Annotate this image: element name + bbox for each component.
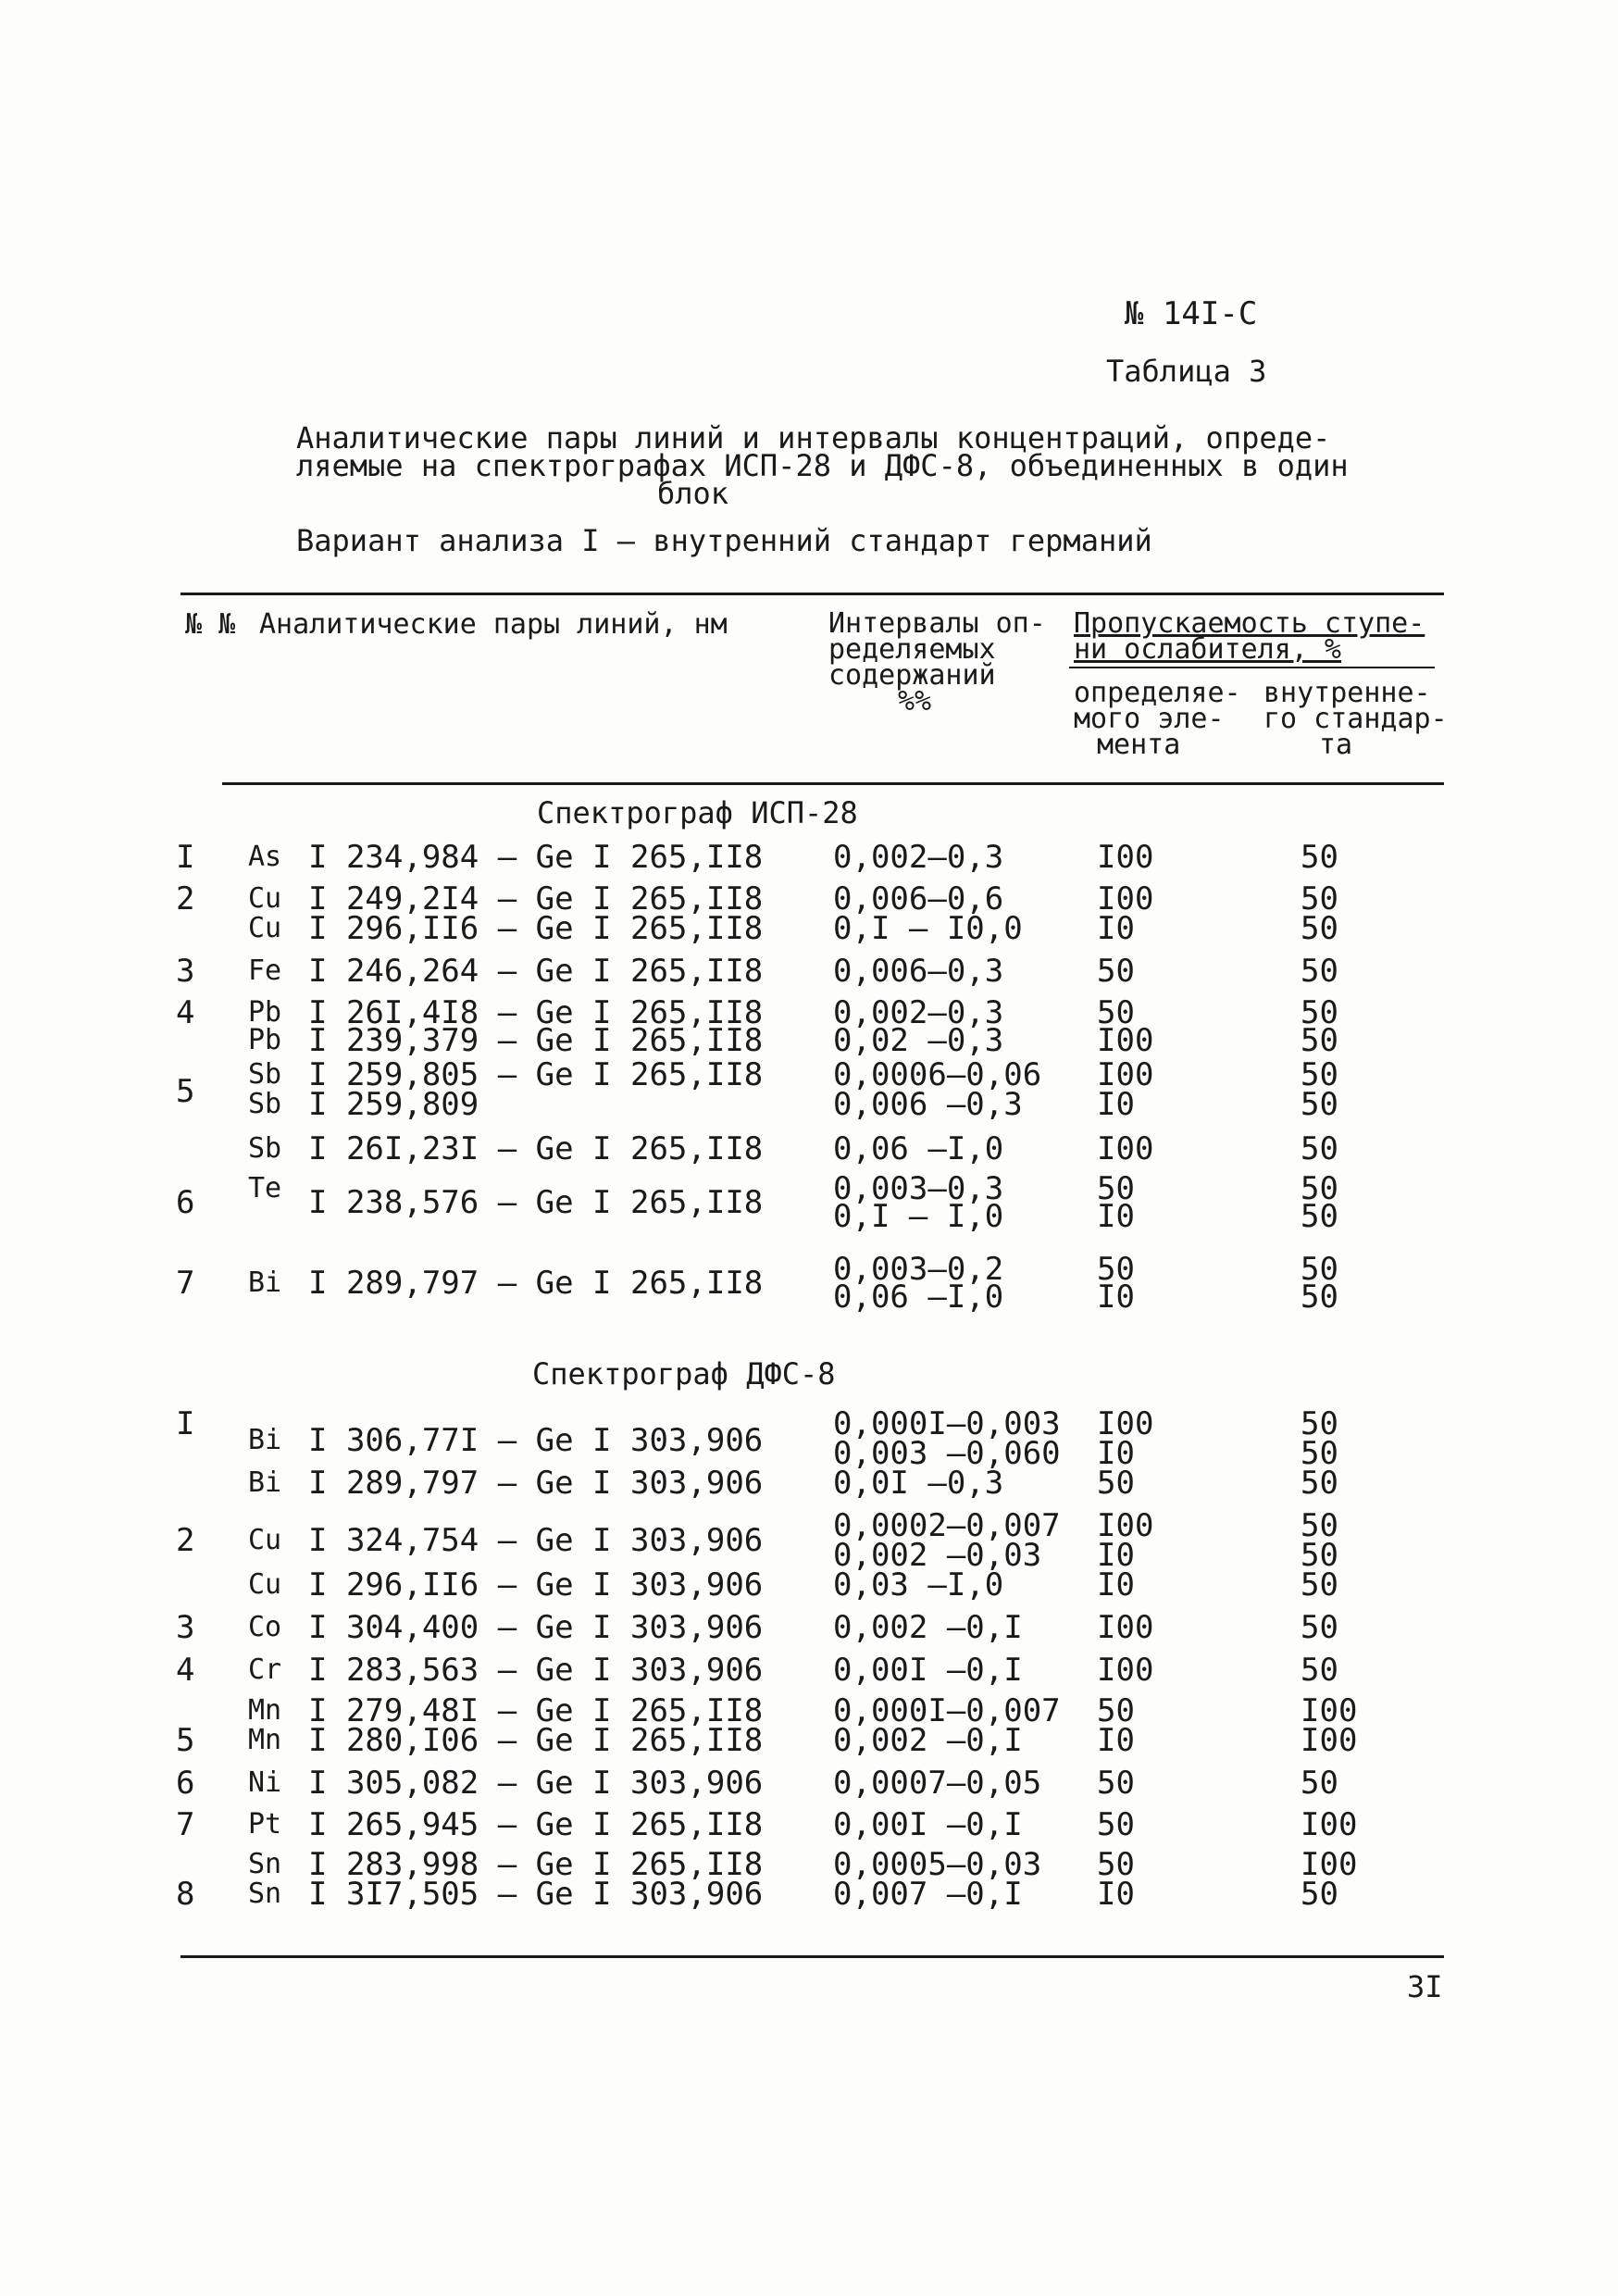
interval: 0,02 –0,3 [833, 1022, 1004, 1059]
transmission-det: 50 [1097, 1251, 1135, 1288]
transmission-std: 50 [1301, 1765, 1338, 1802]
interval: 0,I – I,0 [833, 1198, 1004, 1235]
header-line: внутренне- [1263, 677, 1431, 709]
header-line: мого эле- [1074, 703, 1225, 735]
transmission-det: I00 [1097, 1609, 1154, 1646]
transmission-det: 50 [1097, 1692, 1135, 1729]
transmission-std: 50 [1301, 1652, 1338, 1689]
row-number: I [176, 839, 195, 876]
line-pair: I 306,77I – Ge I 303,906 [308, 1422, 764, 1459]
page-number: 3I [1407, 1969, 1443, 2004]
line-pair: I 26I,4I8 – Ge I 265,II8 [308, 994, 764, 1031]
interval: 0,003–0,3 [833, 1170, 1004, 1207]
interval: 0,006 –0,3 [833, 1086, 1023, 1123]
transmission-std: 50 [1301, 1507, 1338, 1544]
transmission-det: I00 [1097, 1022, 1154, 1059]
header-line: определяе- [1074, 677, 1241, 709]
transmission-det: 50 [1097, 1765, 1135, 1802]
row-number: 7 [176, 1265, 195, 1302]
line-pair: I 296,II6 – Ge I 303,906 [308, 1566, 764, 1603]
line-pair: I 283,563 – Ge I 303,906 [308, 1652, 764, 1689]
row-number: 2 [176, 1522, 195, 1559]
transmission-std: 50 [1301, 880, 1338, 917]
element-symbol: Pb [248, 996, 282, 1029]
transmission-std: 50 [1301, 1251, 1338, 1288]
line-pair: I 249,2I4 – Ge I 265,II8 [308, 880, 764, 917]
line-pair: I 305,082 – Ge I 303,906 [308, 1765, 764, 1802]
line-pair: I 279,48I – Ge I 265,II8 [308, 1692, 764, 1729]
row-number: 2 [176, 880, 195, 917]
transmission-det: I0 [1097, 1279, 1135, 1316]
interval: 0,006–0,6 [833, 880, 1004, 917]
transmission-det: I0 [1097, 1435, 1135, 1472]
row-number: 5 [176, 1073, 195, 1110]
section-title: Спектрограф ИСП-28 [537, 795, 858, 830]
line-pair: I 324,754 – Ge I 303,906 [308, 1522, 764, 1559]
line-pair: I 283,998 – Ge I 265,II8 [308, 1846, 764, 1883]
interval: 0,I – I0,0 [833, 910, 1023, 947]
row-number: 4 [176, 994, 195, 1031]
header-line: содержаний [828, 659, 996, 692]
table-label: Таблица 3 [1106, 354, 1267, 389]
element-symbol: Mn [248, 1724, 282, 1756]
row-number: 4 [176, 1652, 195, 1689]
transmission-det: I0 [1097, 1198, 1135, 1235]
line-pair: I 259,809 [308, 1086, 479, 1123]
header-line: мента [1097, 729, 1181, 761]
element-symbol: Cu [248, 1568, 282, 1601]
transmission-det: I00 [1097, 1130, 1154, 1167]
interval: 0,002 –0,I [833, 1609, 1023, 1646]
line-pair: I 259,805 – Ge I 265,II8 [308, 1056, 764, 1093]
col-header-std [1263, 677, 1448, 761]
row-number: I [176, 1405, 195, 1442]
element-symbol: Te [248, 1172, 282, 1204]
transmission-std: 50 [1301, 1022, 1338, 1059]
row-number: 5 [176, 1722, 195, 1759]
element-symbol: Sn [248, 1848, 282, 1880]
transmission-det: I00 [1097, 839, 1154, 876]
transmission-std: 50 [1301, 910, 1338, 947]
table-bottom-rule [180, 1955, 1444, 1958]
line-pair: I 239,379 – Ge I 265,II8 [308, 1022, 764, 1059]
row-number: 3 [176, 953, 195, 990]
interval: 0,002–0,3 [833, 839, 1004, 876]
header-line: та [1319, 729, 1353, 761]
transmission-std: I00 [1301, 1846, 1358, 1883]
transmission-std: I00 [1301, 1692, 1358, 1729]
line-pair: I 296,II6 – Ge I 265,II8 [308, 910, 764, 947]
line-pair: I 280,I06 – Ge I 265,II8 [308, 1722, 764, 1759]
interval: 0,0I –0,3 [833, 1465, 1004, 1502]
transmission-det: 50 [1097, 1806, 1135, 1843]
element-symbol: Cr [248, 1653, 282, 1686]
transmission-std: 50 [1301, 1130, 1338, 1167]
interval: 0,00I –0,I [833, 1806, 1023, 1843]
transmission-det: 50 [1097, 1846, 1135, 1883]
element-symbol: Sb [248, 1132, 282, 1165]
interval: 0,0005–0,03 [833, 1846, 1042, 1883]
interval: 0,007 –0,I [833, 1876, 1023, 1913]
interval: 0,002 –0,I [833, 1722, 1023, 1759]
transmission-det: I00 [1097, 1652, 1154, 1689]
row-number: 8 [176, 1876, 195, 1913]
interval: 0,000I–0,003 [833, 1405, 1061, 1442]
transmission-std: I00 [1301, 1806, 1358, 1843]
element-symbol: As [248, 841, 282, 873]
line-pair: I 246,264 – Ge I 265,II8 [308, 953, 764, 990]
transmission-std: 50 [1301, 1537, 1338, 1574]
col-header-interval [828, 607, 1046, 718]
title-line: ляемые на спектрографах ИСП-28 и ДФС-8, объединенных в один [296, 448, 1349, 483]
element-symbol: Cu [248, 912, 282, 944]
element-symbol: Pb [248, 1024, 282, 1056]
interval: 0,000I–0,007 [833, 1692, 1061, 1729]
transmission-det: I00 [1097, 1405, 1154, 1442]
col-header-transmission [1074, 607, 1425, 666]
table-title [296, 420, 1349, 511]
header-line: ни ослабителя, % [1074, 633, 1341, 666]
document-number: № 14I-C [1125, 295, 1258, 332]
transmission-std: 50 [1301, 1435, 1338, 1472]
interval: 0,0007–0,05 [833, 1765, 1042, 1802]
transmission-det: I0 [1097, 1086, 1135, 1123]
element-symbol: Pt [248, 1808, 282, 1841]
row-number: 6 [176, 1184, 195, 1221]
element-symbol: Cu [248, 882, 282, 915]
interval: 0,003 –0,060 [833, 1435, 1061, 1472]
interval: 0,002–0,3 [833, 994, 1004, 1031]
element-symbol: Cu [248, 1524, 282, 1556]
interval: 0,0002–0,007 [833, 1507, 1061, 1544]
transmission-det: I0 [1097, 1537, 1135, 1574]
header-line: Пропускаемость ступе- [1074, 607, 1425, 640]
transmission-det: I0 [1097, 910, 1135, 947]
header-line: %% [898, 685, 932, 718]
interval: 0,002 –0,03 [833, 1537, 1042, 1574]
row-number: 7 [176, 1806, 195, 1843]
line-pair: I 3I7,505 – Ge I 303,906 [308, 1876, 764, 1913]
interval: 0,006–0,3 [833, 953, 1004, 990]
header-line: го стандар- [1263, 703, 1448, 735]
row-number: 3 [176, 1609, 195, 1646]
header-bottom-rule [222, 782, 1444, 785]
transmission-det: I00 [1097, 1056, 1154, 1093]
transmission-det: I0 [1097, 1876, 1135, 1913]
line-pair: I 265,945 – Ge I 265,II8 [308, 1806, 764, 1843]
element-symbol: Bi [248, 1466, 282, 1499]
element-symbol: Sb [248, 1058, 282, 1091]
interval: 0,0006–0,06 [833, 1056, 1042, 1093]
interval: 0,06 –I,0 [833, 1279, 1004, 1316]
line-pair: I 238,576 – Ge I 265,II8 [308, 1184, 764, 1221]
transmission-det: 50 [1097, 953, 1135, 990]
interval: 0,003–0,2 [833, 1251, 1004, 1288]
transmission-det: I0 [1097, 1566, 1135, 1603]
transmission-std: 50 [1301, 1170, 1338, 1207]
interval: 0,00I –0,I [833, 1652, 1023, 1689]
element-symbol: Sb [248, 1088, 282, 1120]
transmission-det: I0 [1097, 1722, 1135, 1759]
transmission-det: 50 [1097, 1170, 1135, 1207]
line-pair: I 289,797 – Ge I 303,906 [308, 1465, 764, 1502]
element-symbol: Fe [248, 955, 282, 987]
element-symbol: Co [248, 1611, 282, 1643]
transmission-det: I00 [1097, 1507, 1154, 1544]
element-symbol: Mn [248, 1694, 282, 1727]
transmission-std: 50 [1301, 1405, 1338, 1442]
element-symbol: Bi [248, 1424, 282, 1456]
transmission-std: 50 [1301, 1198, 1338, 1235]
col-header-pairs: Аналитические пары линий, нм [259, 608, 728, 641]
transmission-std: 50 [1301, 1609, 1338, 1646]
analysis-variant: Вариант анализа I – внутренний стандарт германий [296, 523, 1152, 558]
row-number: 6 [176, 1765, 195, 1802]
transmission-std: 50 [1301, 1086, 1338, 1123]
transmission-std: 50 [1301, 1876, 1338, 1913]
header-line: Интервалы оп- [828, 607, 1046, 640]
transmission-det: 50 [1097, 1465, 1135, 1502]
transmission-det: 50 [1097, 994, 1135, 1031]
transmission-std: I00 [1301, 1722, 1358, 1759]
transmission-std: 50 [1301, 953, 1338, 990]
element-symbol: Sn [248, 1878, 282, 1910]
col-header-det [1074, 677, 1241, 761]
transmission-std: 50 [1301, 994, 1338, 1031]
col-header-num: № № [185, 608, 236, 641]
title-line: блок [657, 476, 729, 511]
transmission-std: 50 [1301, 839, 1338, 876]
line-pair: I 304,400 – Ge I 303,906 [308, 1609, 764, 1646]
line-pair: I 26I,23I – Ge I 265,II8 [308, 1130, 764, 1167]
title-line: Аналитические пары линий и интервалы концентраций, опреде- [296, 420, 1331, 455]
transmission-std: 50 [1301, 1566, 1338, 1603]
table-top-rule [180, 593, 1444, 595]
section-title: Спектрограф ДФС-8 [532, 1356, 836, 1391]
header-line: ределяемых [828, 633, 996, 666]
transmission-std: 50 [1301, 1279, 1338, 1316]
transmission-std: 50 [1301, 1056, 1338, 1093]
interval: 0,06 –I,0 [833, 1130, 1004, 1167]
element-symbol: Bi [248, 1267, 282, 1299]
header-divider [1069, 667, 1435, 668]
transmission-std: 50 [1301, 1465, 1338, 1502]
line-pair: I 234,984 – Ge I 265,II8 [308, 839, 764, 876]
interval: 0,03 –I,0 [833, 1566, 1004, 1603]
line-pair: I 289,797 – Ge I 265,II8 [308, 1265, 764, 1302]
transmission-det: I00 [1097, 880, 1154, 917]
element-symbol: Ni [248, 1766, 282, 1799]
